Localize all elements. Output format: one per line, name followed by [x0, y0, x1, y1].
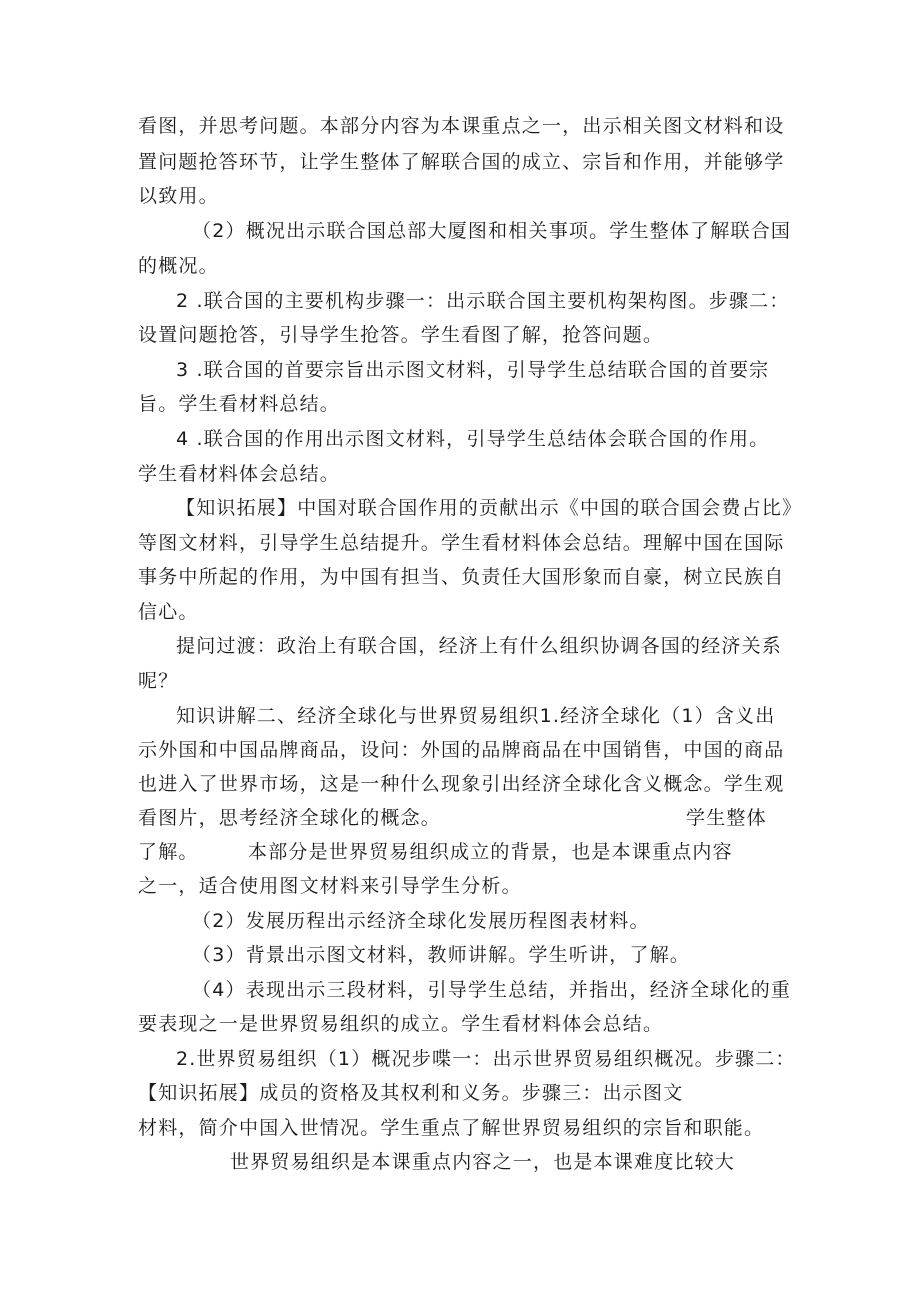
- text-line: 看图，并思考问题。本部分内容为本课重点之一，出示相关图文材料和设: [138, 115, 785, 137]
- text-line: 要表现之一是世界贸易组织的成立。学生看材料体会总结。: [138, 1013, 664, 1035]
- text-line: 事务中所起的作用，为中国有担当、负责任大国形象而自豪，树立民族自: [138, 566, 785, 588]
- text-line: 呢？: [138, 670, 179, 692]
- text-line: 2 .联合国的主要机构步骤一：出示联合国主要机构架构图。步骤二：: [176, 290, 790, 312]
- text-line: 【知识拓展】中国对联合国作用的贡献出示《中国的联合国会费占比》: [176, 497, 803, 519]
- text-line: 置问题抢答环节，让学生整体了解联合国的成立、宗旨和作用，并能够学: [138, 151, 785, 173]
- text-line: 材料，简介中国入世情况。学生重点了解世界贸易组织的宗旨和职能。: [138, 1117, 765, 1139]
- text-line: 示外国和中国品牌商品，设问：外国的品牌商品在中国销售，中国的商品: [138, 739, 785, 761]
- text-line: 的概况。: [138, 255, 219, 277]
- text-line: 2.世界贸易组织（1）概况步喋一：出示世界贸易组织概况。步骤二：: [176, 1048, 796, 1070]
- text-line: 也进入了世界市场，这是一种什么现象引出经济全球化含义概念。学生观: [138, 773, 785, 795]
- text-line: 世界贸易组织是本课重点内容之一，也是本课难度比较大: [230, 1151, 736, 1173]
- text-line: 学生整体: [686, 807, 767, 829]
- text-line: （2）概况出示联合国总部大厦图和相关事项。学生整体了解联合国: [192, 220, 792, 242]
- text-line: 信心。: [138, 601, 199, 623]
- text-line: 提问过渡：政治上有联合国，经济上有什么组织协调各国的经济关系: [176, 635, 783, 657]
- text-line: 3 .联合国的首要宗旨出示图文材料，引导学生总结联合国的首要宗: [176, 359, 770, 381]
- text-line: 了解。: [138, 841, 199, 863]
- text-line: 看图片，思考经济全球化的概念。: [138, 807, 442, 829]
- text-line: 以致用。: [138, 185, 219, 207]
- text-line: 之一，适合使用图文材料来引导学生分析。: [138, 875, 522, 897]
- text-line: 旨。学生看材料总结。: [138, 393, 341, 415]
- text-line: 4 .联合国的作用出示图文材料，引导学生总结体会联合国的作用。: [176, 428, 770, 450]
- text-line: （3）背景出示图文材料，教师讲解。学生听讲，了解。: [192, 944, 691, 966]
- text-line: （4）表现出示三段材料，引导学生总结，并指出，经济全球化的重: [192, 979, 792, 1001]
- text-line: 等图文材料，引导学生总结提升。学生看材料体会总结。理解中国在国际: [138, 532, 785, 554]
- text-line: （2）发展历程出示经济全球化发展历程图表材料。: [192, 910, 650, 932]
- text-line: 学生看材料体会总结。: [138, 463, 341, 485]
- text-line: 知识讲解二、经济全球化与世界贸易组织1.经济全球化（1）含义出: [176, 705, 776, 727]
- text-line: 设置问题抢答，引导学生抢答。学生看图了解，抢答问题。: [138, 324, 664, 346]
- text-line: 本部分是世界贸易组织成立的背景，也是本课重点内容: [248, 841, 733, 863]
- text-line: 【知识拓展】成员的资格及其权利和义务。步骤三：出示图文: [138, 1082, 684, 1104]
